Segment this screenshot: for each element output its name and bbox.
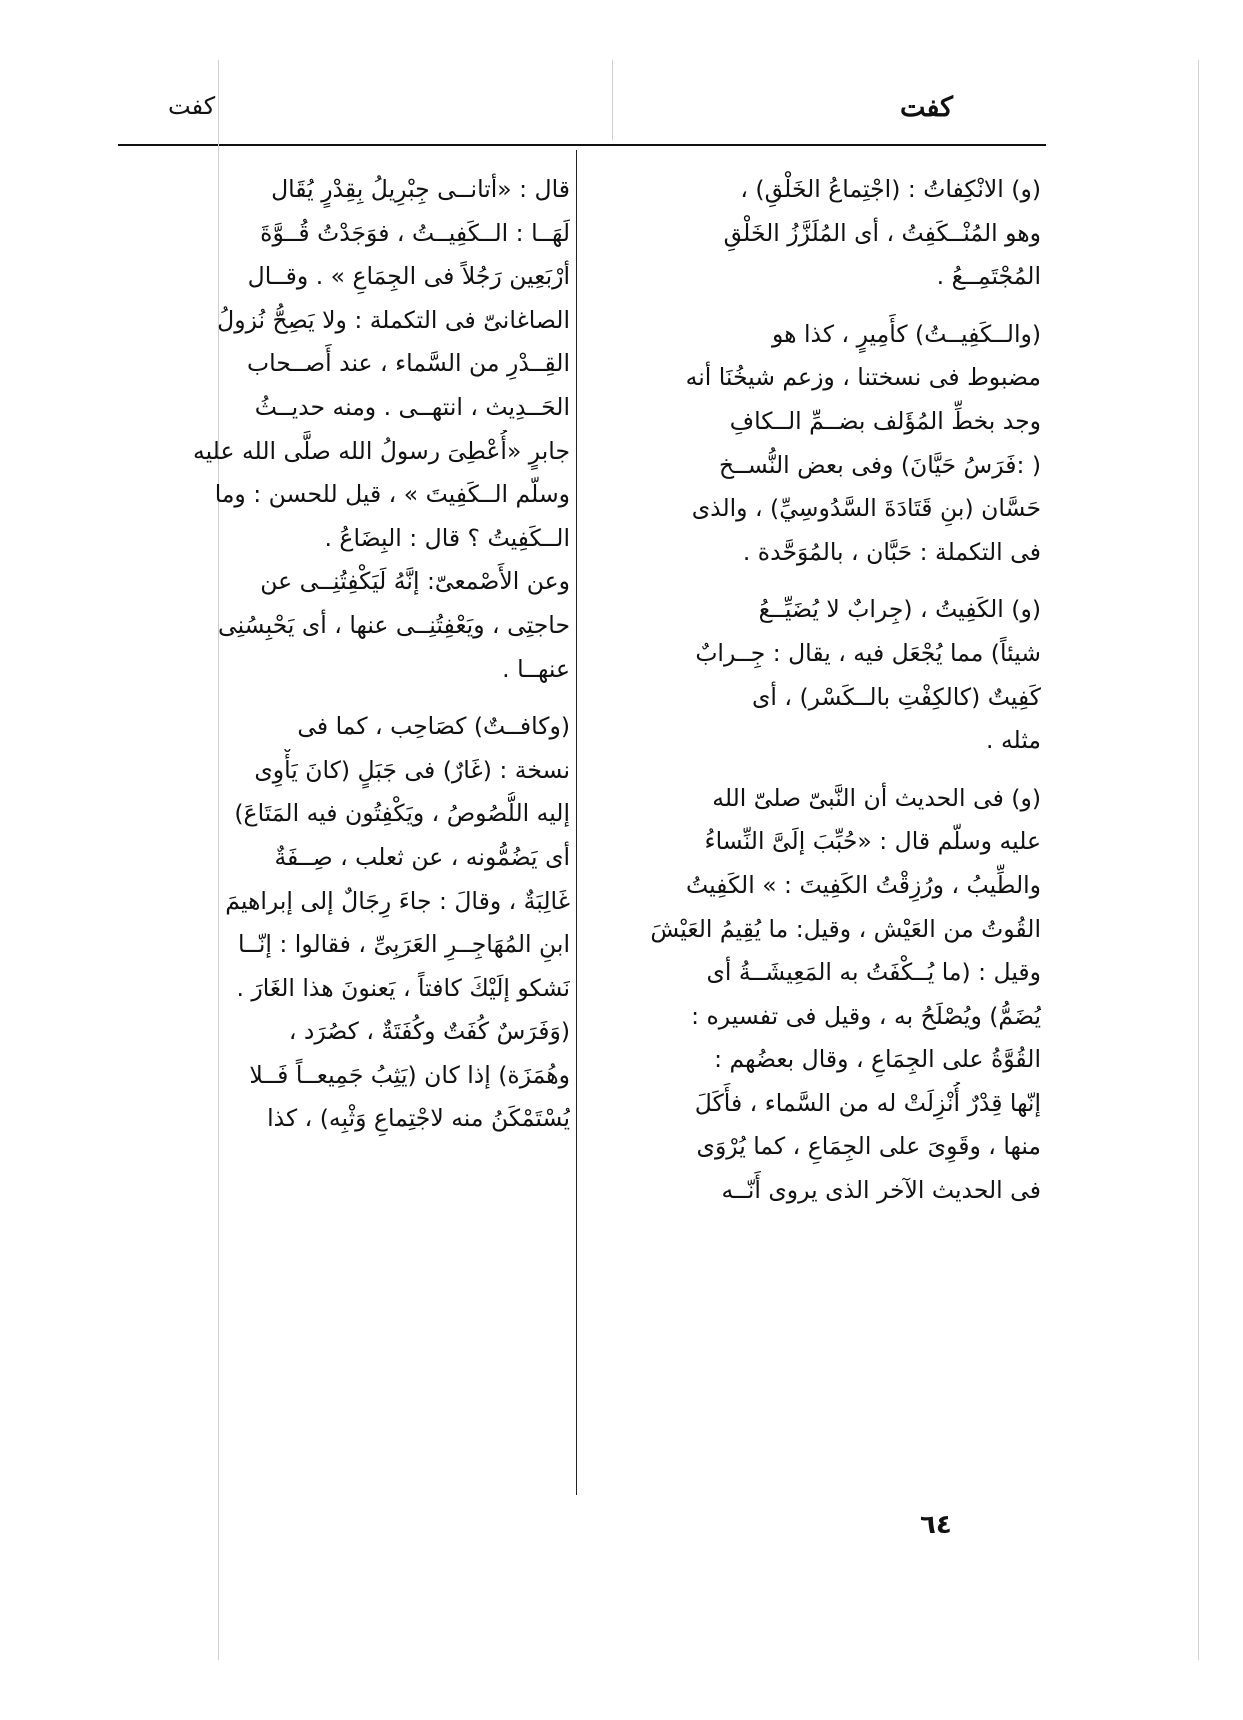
text-line: إنّها قِدْرٌ أُنْزِلَتْ له من السَّماء ، فأَكَلَ	[694, 1088, 1041, 1117]
text-line: يُسْتَمْكَنُ منه لاجْتِماعِ وَثْبِه) ، كذا	[267, 1104, 570, 1133]
text-line: القُوَّةُ على الجِمَاعِ ، وقال بعضُهم :	[714, 1045, 1041, 1074]
text-line: وعن الأَصْمعىّ: إنَّهُ لَيَكْفِتُنِــى عن	[260, 567, 570, 596]
running-head-right: كفت	[899, 92, 953, 123]
text-line: الصاغانىّ فى التكملة : ولا يَصِحُّ نُزولُ	[217, 305, 570, 334]
text-line: منها ، وقَوِىَ على الجِمَاعِ ، كما يُرْوَى	[696, 1132, 1041, 1161]
text-line: أرْبَعِين رَجُلاً فى الجِمَاعِ » . وقــال	[247, 262, 570, 291]
text-line: مثله .	[986, 726, 1041, 755]
text-column-left	[130, 168, 570, 1141]
text-line: إليه اللُّصُوصُ ، ويَكْفِتُون فيه المَتَاعَ)	[234, 799, 570, 828]
text-line: حاجتِى ، ويَعْفِتُنِــى عنها ، أى يَحْبِسُنِى	[217, 610, 570, 639]
text-line: أى يَضُمُّونه ، عن ثعلب ، صِــفَةٌ	[274, 842, 570, 871]
text-line: وهُمَزَة) إذا كان (يَثِبُ جَمِيعــاً فَــلا	[249, 1060, 570, 1089]
text-line: والطِّيبُ ، ورُزِقْتُ الكَفِيتَ : » الكَفِيتُ	[686, 870, 1041, 899]
text-line: وهو المُنْــكَفِتُ ، أى المُلَزَّزُ الخَلْقِ	[723, 218, 1041, 247]
text-line: (و) الكَفِيتُ ، (جِرابٌ لا يُضَيِّــعُ	[758, 595, 1041, 624]
header-rule	[118, 144, 1046, 146]
text-line: القِــدْرِ من السَّماء ، عند أَصــحاب	[246, 349, 570, 378]
paragraph-gap	[603, 574, 1041, 588]
text-line: القُوتُ من العَيْش ، وقيل: ما يُقِيمُ العَيْشَ	[650, 914, 1041, 943]
text-line: شيئاً) مما يُجْعَل فيه ، يقال : جِــرابٌ	[695, 638, 1041, 667]
text-line: وسلّم الــكَفِيتَ » ، قيل للحسن : وما	[214, 480, 570, 509]
text-line: غَالِبَةٌ ، وقالَ : جاءَ رِجَالٌ إلى إبراهيمَ	[225, 886, 570, 915]
text-line: الــكَفِيتُ ؟ قال : البِضَاعُ .	[324, 523, 570, 552]
scan-mark	[1198, 60, 1199, 1660]
text-line: وقيل : (ما يُــكْفَتُ به المَعِيشَــةُ أى	[706, 958, 1041, 987]
text-line: عليه وسلّم قال : «حُبِّبَ إلَىَّ النِّساءُ	[704, 827, 1041, 856]
text-line: نَشكو إلَيْكَ كافتاً ، يَعنونَ هذا الغَارَ .	[236, 973, 570, 1002]
text-line: فى التكملة : حَبَّان ، بالمُوَحَّدة .	[742, 537, 1041, 566]
text-line: يُضَمُّ) ويُصْلَحُ به ، وقيل فى تفسيره :	[691, 1001, 1041, 1030]
text-line: قال : «أتانــى جِبْرِيلُ بِقِدْرٍ يُقَال	[271, 175, 570, 203]
text-line: (و) الانْكِفاتُ : (اجْتِماعُ الخَلْقِ) ،	[740, 175, 1041, 203]
text-line: فى الحديث الآخر الذى يروى أَنّــه	[721, 1176, 1041, 1205]
text-line: (و) فى الحديث أن النَّبىّ صلىّ الله	[712, 783, 1041, 812]
paragraph-gap	[130, 691, 570, 705]
page-number: ٦٤	[920, 1510, 952, 1540]
text-line: (وَفَرَسٌ كُفَتٌ وكُفَتَةٌ ، كصُرَد ،	[288, 1017, 570, 1046]
scan-mark	[612, 60, 613, 140]
text-line: الحَــدِيث ، انتهــى . ومنه حديــثُ	[254, 392, 570, 421]
text-line: ابنِ المُهَاجِــرِ العَرَبِىِّ ، فقالوا : إنّــا	[237, 930, 570, 959]
text-line: مضبوط فى نسختنا ، وزعم شيخُنَا أنه	[685, 363, 1041, 392]
text-line: جابرٍ «أُعْطِىَ رسولُ الله صلَّى الله عليه	[192, 436, 570, 465]
text-line: عنهــا .	[502, 654, 570, 683]
text-line: نسخة : (غَارٌ) فى جَبَلٍ (كانَ يَأْوِى	[254, 755, 570, 784]
text-line: المُجْتَمِــعُ .	[936, 262, 1041, 291]
text-line: لَهَــا : الــكَفِيــتُ ، فوَجَدْتُ قُــوَّةَ	[260, 218, 570, 247]
text-column-right	[603, 168, 1041, 1213]
text-line: (وكافــتٌ) كصَاحِب ، كما فى	[297, 712, 570, 741]
text-line: وجد بخطِّ المُؤَلف بضــمِّ الــكافِ	[729, 406, 1041, 435]
running-head-left: كفت	[168, 92, 216, 120]
paragraph-gap	[603, 763, 1041, 777]
text-line: حَسَّان (بنِ قَتَادَةَ السَّدُوسِيِّ) ، والذى	[691, 494, 1041, 523]
column-divider	[576, 150, 577, 1495]
paragraph-gap	[603, 299, 1041, 313]
text-line: كَفِيتٌ (كالكِفْتِ بالــكَسْر) ، أى	[752, 682, 1041, 711]
text-line: (والــكَفِيــتُ) كأَمِيرٍ ، كذا هو	[772, 319, 1041, 348]
text-line: ( :فَرَسُ حَيَّانَ) وفى بعض النُّســخ	[718, 450, 1041, 479]
